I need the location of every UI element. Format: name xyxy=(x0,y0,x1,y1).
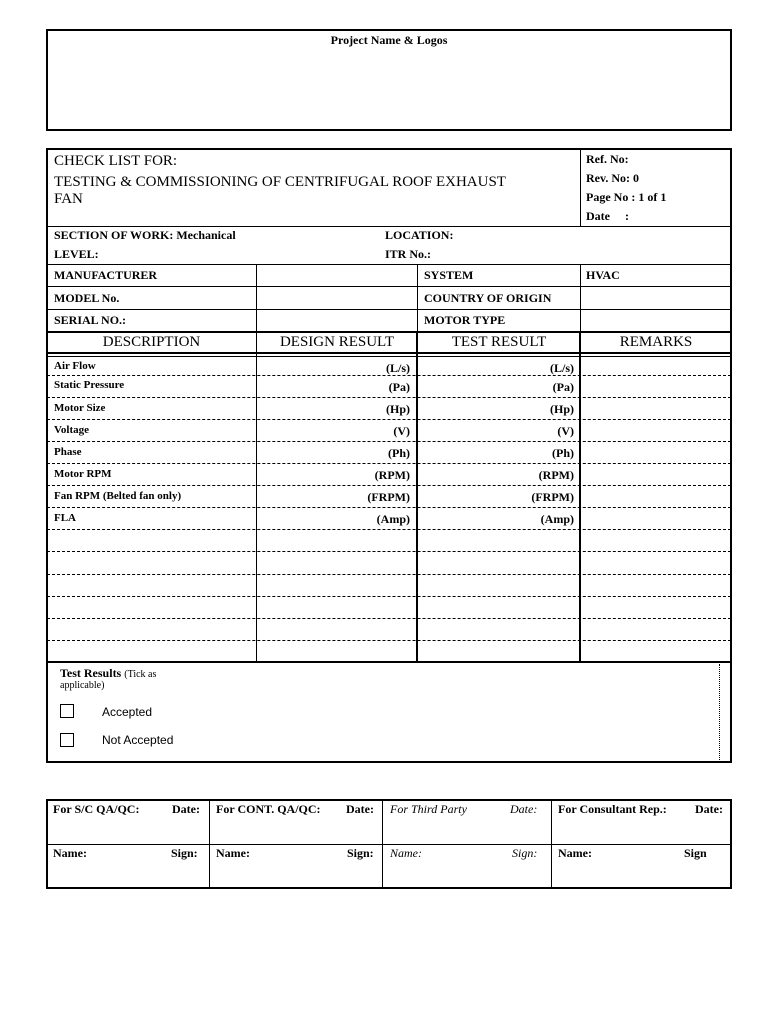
test-results-note-line1: (Tick as xyxy=(124,669,157,680)
header-underline xyxy=(47,356,731,357)
grid-line xyxy=(416,331,418,662)
design-unit: (V) xyxy=(393,424,410,438)
grid-line xyxy=(580,264,581,332)
test-results-dotted-border xyxy=(719,664,720,760)
test-results-note-line2: applicable) xyxy=(60,680,105,691)
sc-qaqc-name: Name: xyxy=(53,846,87,860)
row-line xyxy=(47,397,731,398)
row-description: Fan RPM (Belted fan only) xyxy=(54,490,182,502)
project-name-label: Project Name & Logos xyxy=(330,33,448,47)
row-line xyxy=(47,419,731,420)
grid-line xyxy=(256,264,257,332)
grid-line xyxy=(417,264,418,332)
third-party-name: Name: xyxy=(390,846,422,860)
divider xyxy=(47,286,731,287)
sc-qaqc-label: For S/C QA/QC: xyxy=(53,802,140,816)
test-unit: (Ph) xyxy=(552,446,574,460)
cont-qaqc-name: Name: xyxy=(216,846,250,860)
row-line xyxy=(47,485,731,486)
test-result-column-header: TEST RESULT xyxy=(451,334,547,350)
design-unit: (Ph) xyxy=(388,446,410,460)
not-accepted-checkbox[interactable] xyxy=(60,733,74,747)
manufacturer-label: MANUFACTURER xyxy=(54,268,158,282)
test-unit: (RPM) xyxy=(538,468,574,482)
cont-qaqc-date: Date: xyxy=(346,802,374,816)
row-line xyxy=(47,441,731,442)
accepted-label: Accepted xyxy=(102,705,153,719)
design-unit: (Pa) xyxy=(388,380,410,394)
checklist-subject-line1: TESTING & COMMISSIONING OF CENTRIFUGAL ROOF EXHAUST xyxy=(54,174,506,190)
level-label: LEVEL: xyxy=(54,247,99,261)
row-line xyxy=(47,640,731,641)
cont-qaqc-label: For CONT. QA/QC: xyxy=(216,802,321,816)
test-unit: (Hp) xyxy=(550,402,574,416)
design-unit: (RPM) xyxy=(374,468,410,482)
row-description: Air Flow xyxy=(54,360,96,372)
row-line xyxy=(47,596,731,597)
row-line xyxy=(47,618,731,619)
third-party-label: For Third Party xyxy=(390,802,467,816)
sc-qaqc-sign: Sign: xyxy=(171,846,198,860)
ref-divider xyxy=(580,149,581,227)
row-description: Motor RPM xyxy=(54,468,112,480)
divider xyxy=(47,264,731,265)
row-description: Static Pressure xyxy=(54,379,125,391)
test-unit: (L/s) xyxy=(550,361,574,375)
grid-line xyxy=(579,331,581,662)
row-line xyxy=(47,375,731,376)
divider xyxy=(47,331,731,333)
remarks-column-header: REMARKS xyxy=(619,334,693,350)
location-label: LOCATION: xyxy=(385,228,454,242)
country-of-origin-label: COUNTRY OF ORIGIN xyxy=(424,291,552,305)
test-results-title-text: Test Results xyxy=(60,666,122,680)
consultant-rep-label: For Consultant Rep.: xyxy=(558,802,667,816)
row-line xyxy=(47,507,731,508)
row-description: Phase xyxy=(54,446,82,458)
consultant-rep-sign: Sign xyxy=(684,846,707,860)
system-label: SYSTEM xyxy=(424,268,474,282)
page-no-label: Page No : 1 of 1 xyxy=(586,190,667,204)
table-bottom-line xyxy=(47,661,731,663)
rev-no-label: Rev. No: 0 xyxy=(586,171,639,185)
description-column-header: DESCRIPTION xyxy=(102,334,201,350)
design-unit: (Hp) xyxy=(386,402,410,416)
row-description: FLA xyxy=(54,512,76,524)
header-underline xyxy=(47,352,731,354)
itr-no-label: ITR No.: xyxy=(385,247,432,261)
third-party-sign: Sign: xyxy=(512,846,538,860)
check-list-for-label: CHECK LIST FOR: xyxy=(54,153,178,169)
design-unit: (FRPM) xyxy=(367,490,410,504)
consultant-rep-name: Name: xyxy=(558,846,592,860)
section-of-work-label: SECTION OF WORK: Mechanical xyxy=(54,228,236,242)
system-value: HVAC xyxy=(586,268,620,282)
test-results-title xyxy=(60,666,156,681)
row-line xyxy=(47,463,731,464)
consultant-rep-date: Date: xyxy=(695,802,723,816)
grid-line xyxy=(256,331,257,662)
serial-no-label: SERIAL NO.: xyxy=(54,313,127,327)
row-line xyxy=(47,551,731,552)
test-unit: (Pa) xyxy=(552,380,574,394)
design-unit: (L/s) xyxy=(386,361,410,375)
not-accepted-label: Not Accepted xyxy=(102,733,174,747)
row-line xyxy=(47,574,731,575)
design-result-column-header: DESIGN RESULT xyxy=(279,334,395,350)
test-unit: (V) xyxy=(557,424,574,438)
test-unit: (FRPM) xyxy=(531,490,574,504)
cont-qaqc-sign: Sign: xyxy=(347,846,374,860)
divider xyxy=(47,309,731,310)
model-no-label: MODEL No. xyxy=(54,291,120,305)
row-line xyxy=(47,529,731,530)
ref-no-label: Ref. No: xyxy=(586,152,629,166)
accepted-checkbox[interactable] xyxy=(60,704,74,718)
divider xyxy=(47,844,731,845)
test-unit: (Amp) xyxy=(540,512,574,526)
row-description: Motor Size xyxy=(54,402,106,414)
sc-qaqc-date: Date: xyxy=(172,802,200,816)
motor-type-label: MOTOR TYPE xyxy=(424,313,506,327)
date-label: Date : xyxy=(586,209,629,223)
design-unit: (Amp) xyxy=(376,512,410,526)
divider xyxy=(47,226,731,227)
third-party-date: Date: xyxy=(510,802,538,816)
checklist-subject-line2: FAN xyxy=(54,191,83,207)
project-header-box xyxy=(46,29,732,131)
row-description: Voltage xyxy=(54,424,90,436)
